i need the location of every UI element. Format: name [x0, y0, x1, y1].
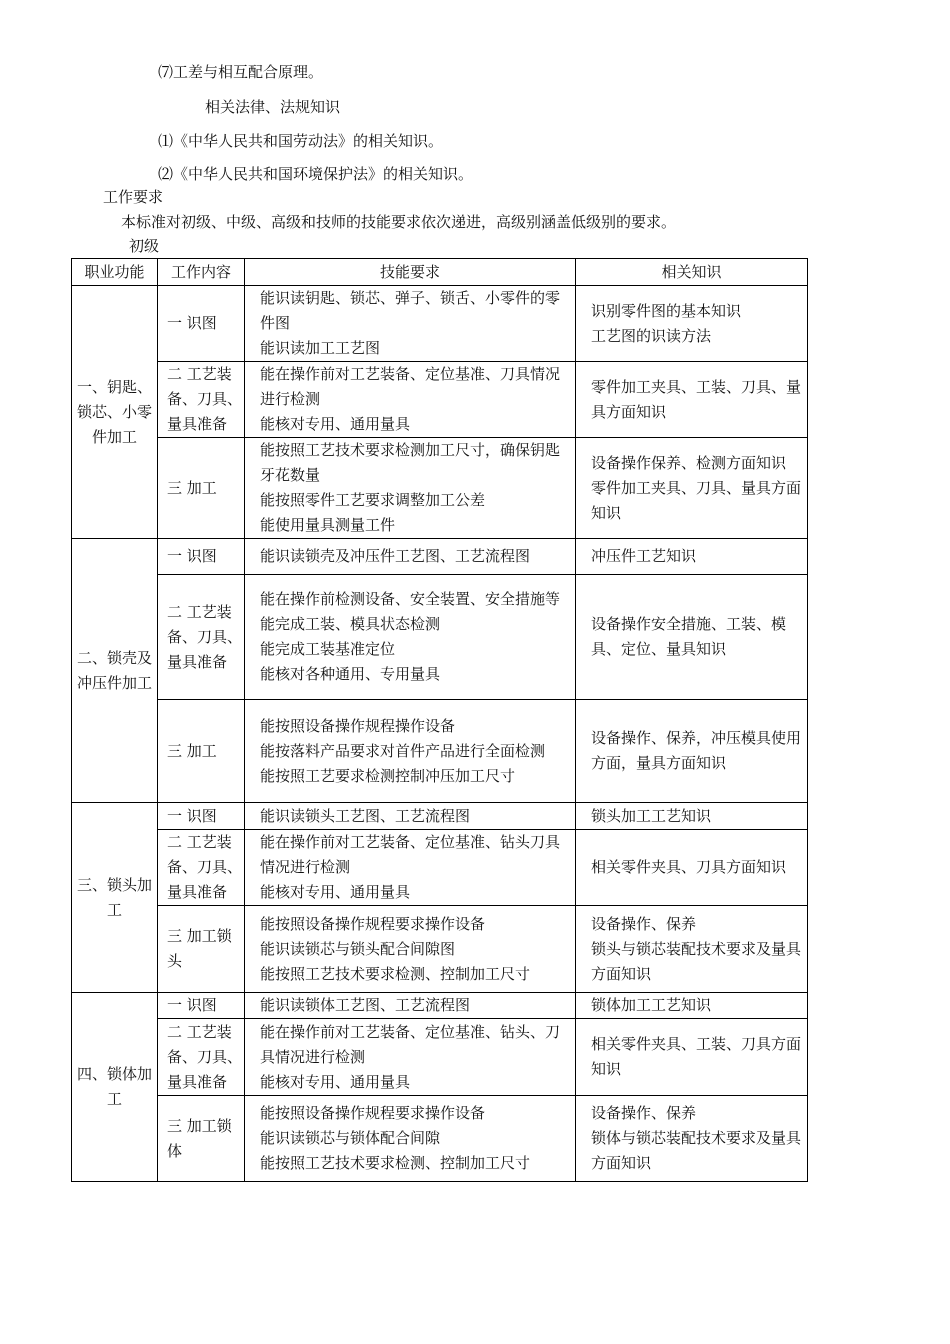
- content-label: 二 工艺装备、刀具、量具准备: [167, 1022, 243, 1091]
- law-item-1: ⑴《中华人民共和国劳动法》的相关知识。: [158, 132, 444, 150]
- table-row: [72, 362, 808, 438]
- content-cell: [158, 830, 245, 906]
- knowledge-cell: [576, 1096, 808, 1182]
- level-heading: 初级: [129, 237, 160, 255]
- knowledge-item: 工艺图的识读方法: [591, 326, 712, 345]
- skill-item: 能在操作前对工艺装备、定位基准、钻头、刀具情况进行检测: [260, 1022, 561, 1066]
- content-label: 三 加工: [167, 478, 217, 497]
- skill-item: 能核对专用、通用量具: [260, 415, 411, 433]
- content-cell: [158, 1096, 245, 1182]
- knowledge-item: 设备操作、保养: [591, 1104, 697, 1122]
- header-knowledge: 相关知识: [576, 259, 808, 286]
- knowledge-item: 锁体与锁芯装配技术要求及量具方面知识: [591, 1129, 802, 1172]
- skill-item: 能按照工艺技术要求检测、控制加工尺寸: [260, 964, 531, 983]
- standard-description: 本标准对初级、中级、高级和技师的技能要求依次递进，高级别涵盖低级别的要求。: [121, 213, 677, 231]
- skill-item: 能在操作前对工艺装备、定位基准、钻头刀具情况进行检测: [260, 833, 561, 876]
- knowledge-cell: [576, 539, 808, 575]
- function-label: 二、锁壳及冲压件加工: [76, 648, 152, 692]
- table-row: [72, 575, 808, 700]
- knowledge-item: 锁头与锁芯装配技术要求及量具方面知识: [591, 939, 802, 983]
- skills-cell: [245, 286, 576, 362]
- content-label: 三 加工锁头: [167, 927, 232, 970]
- content-label: 三 加工: [167, 741, 217, 760]
- skills-cell: [245, 803, 576, 830]
- content-cell: [158, 438, 245, 539]
- knowledge-item: 设备操作、保养: [591, 914, 697, 933]
- knowledge-item: 设备操作保养、检测方面知识: [591, 453, 787, 472]
- knowledge-item: 设备操作、保养，冲压模具使用方面，量具方面知识: [591, 729, 802, 772]
- knowledge-cell: [576, 830, 808, 906]
- table-row: [72, 803, 808, 830]
- skills-cell: [245, 575, 576, 700]
- knowledge-cell: [576, 993, 808, 1019]
- content-label: 二 工艺装备、刀具、量具准备: [167, 602, 243, 671]
- table-row: [72, 830, 808, 906]
- skill-item: 能按照工艺技术要求检测加工尺寸，确保钥匙牙花数量: [260, 441, 561, 484]
- skill-item: 能核对专用、通用量具: [260, 883, 411, 901]
- function-cell: [72, 539, 158, 803]
- content-label: 一 识图: [167, 996, 217, 1014]
- skill-item: 能按照零件工艺要求调整加工公差: [260, 491, 486, 509]
- skills-cell: [245, 906, 576, 993]
- content-cell: [158, 906, 245, 993]
- law-item-2: ⑵《中华人民共和国环境保护法》的相关知识。: [158, 165, 474, 183]
- function-label: 四、锁体加工: [76, 1065, 152, 1108]
- knowledge-cell: [576, 575, 808, 700]
- skill-standard-table: [71, 258, 808, 1182]
- skills-cell: [245, 993, 576, 1019]
- table-row: [72, 286, 808, 362]
- content-label: 一 识图: [167, 547, 217, 565]
- skill-item: 能识读锁芯与锁头配合间隙图: [260, 939, 456, 958]
- skill-item: 能按照设备操作规程要求操作设备: [260, 914, 486, 933]
- skill-item: 能按照设备操作规程要求操作设备: [260, 1104, 486, 1122]
- header-function: 职业功能: [72, 259, 158, 286]
- skill-item: 能核对专用、通用量具: [260, 1072, 411, 1091]
- law-heading: 相关法律、法规知识: [205, 98, 341, 116]
- knowledge-cell: [576, 803, 808, 830]
- knowledge-item: 识别零件图的基本知识: [591, 301, 742, 320]
- table-row: [72, 993, 808, 1019]
- skill-item: 能识读加工工艺图: [260, 339, 381, 357]
- content-label: 二 工艺装备、刀具、量具准备: [167, 833, 243, 901]
- skill-item: 能使用量具测量工件: [260, 516, 396, 534]
- skill-item: 能识读锁体工艺图、工艺流程图: [260, 996, 471, 1014]
- skill-item: 能识读钥匙、锁芯、弹子、锁舌、小零件的零件图: [260, 289, 561, 332]
- skill-item: 能在操作前对工艺装备、定位基准、刀具情况进行检测: [260, 365, 561, 408]
- knowledge-item: 相关零件夹具、工装、刀具方面知识: [591, 1035, 802, 1078]
- skill-item: 能识读锁壳及冲压件工艺图、工艺流程图: [260, 547, 531, 565]
- skill-item: 能识读锁头工艺图、工艺流程图: [260, 806, 471, 825]
- content-label: 一 识图: [167, 314, 217, 332]
- skills-cell: [245, 1019, 576, 1096]
- table-row: [72, 438, 808, 539]
- skills-cell: [245, 830, 576, 906]
- knowledge-cell: [576, 906, 808, 993]
- skill-item: 能在操作前检测设备、安全装置、安全措施等: [260, 590, 561, 608]
- content-cell: [158, 700, 245, 803]
- skill-item: 能按照工艺要求检测控制冲压加工尺寸: [260, 766, 516, 785]
- skill-item: 能完成工装、模具状态检测: [260, 615, 441, 633]
- content-cell: [158, 286, 245, 362]
- content-cell: [158, 539, 245, 575]
- function-label: 三、锁头加工: [76, 875, 152, 919]
- content-label: 一 识图: [167, 806, 217, 825]
- table-row: [72, 906, 808, 993]
- skills-cell: [245, 700, 576, 803]
- skill-item: 能按照设备操作规程操作设备: [260, 716, 456, 735]
- skill-item: 能识读锁芯与锁体配合间隙: [260, 1129, 441, 1147]
- header-content: 工作内容: [158, 259, 245, 286]
- function-cell: [72, 993, 158, 1182]
- knowledge-item: 锁头加工工艺知识: [591, 806, 712, 825]
- content-cell: [158, 575, 245, 700]
- skill-item: 能按照工艺技术要求检测、控制加工尺寸: [260, 1154, 531, 1172]
- content-cell: [158, 362, 245, 438]
- header-skills: 技能要求: [245, 259, 576, 286]
- knowledge-cell: [576, 438, 808, 539]
- knowledge-item: 冲压件工艺知识: [591, 547, 697, 565]
- knowledge-cell: [576, 362, 808, 438]
- item-7: ⑺工差与相互配合原理。: [158, 63, 324, 81]
- knowledge-cell: [576, 286, 808, 362]
- table-row: [72, 700, 808, 803]
- table-row: [72, 1096, 808, 1182]
- knowledge-item: 零件加工夹具、刀具、量具方面知识: [591, 478, 802, 522]
- function-cell: [72, 803, 158, 993]
- knowledge-item: 设备操作安全措施、工装、模具、定位、量具知识: [591, 615, 787, 658]
- table-header-row: [72, 259, 808, 286]
- table-row: [72, 539, 808, 575]
- content-label: 二 工艺装备、刀具、量具准备: [167, 365, 243, 433]
- skill-item: 能核对各种通用、专用量具: [260, 665, 441, 683]
- skills-cell: [245, 438, 576, 539]
- content-label: 三 加工锁体: [167, 1116, 232, 1160]
- work-requirements-heading: 工作要求: [103, 188, 164, 206]
- skills-cell: [245, 362, 576, 438]
- knowledge-item: 零件加工夹具、工装、刀具、量具方面知识: [591, 377, 802, 421]
- content-cell: [158, 993, 245, 1019]
- skill-item: 能完成工装基准定位: [260, 640, 396, 658]
- knowledge-item: 相关零件夹具、刀具方面知识: [591, 858, 787, 876]
- table-row: [72, 1019, 808, 1096]
- skills-cell: [245, 1096, 576, 1182]
- knowledge-cell: [576, 700, 808, 803]
- content-cell: [158, 1019, 245, 1096]
- content-cell: [158, 803, 245, 830]
- function-label: 一、钥匙、锁芯、小零件加工: [76, 377, 152, 446]
- skills-cell: [245, 539, 576, 575]
- knowledge-item: 锁体加工工艺知识: [591, 996, 712, 1014]
- function-cell: [72, 286, 158, 539]
- skill-item: 能按落料产品要求对首件产品进行全面检测: [260, 741, 546, 760]
- knowledge-cell: [576, 1019, 808, 1096]
